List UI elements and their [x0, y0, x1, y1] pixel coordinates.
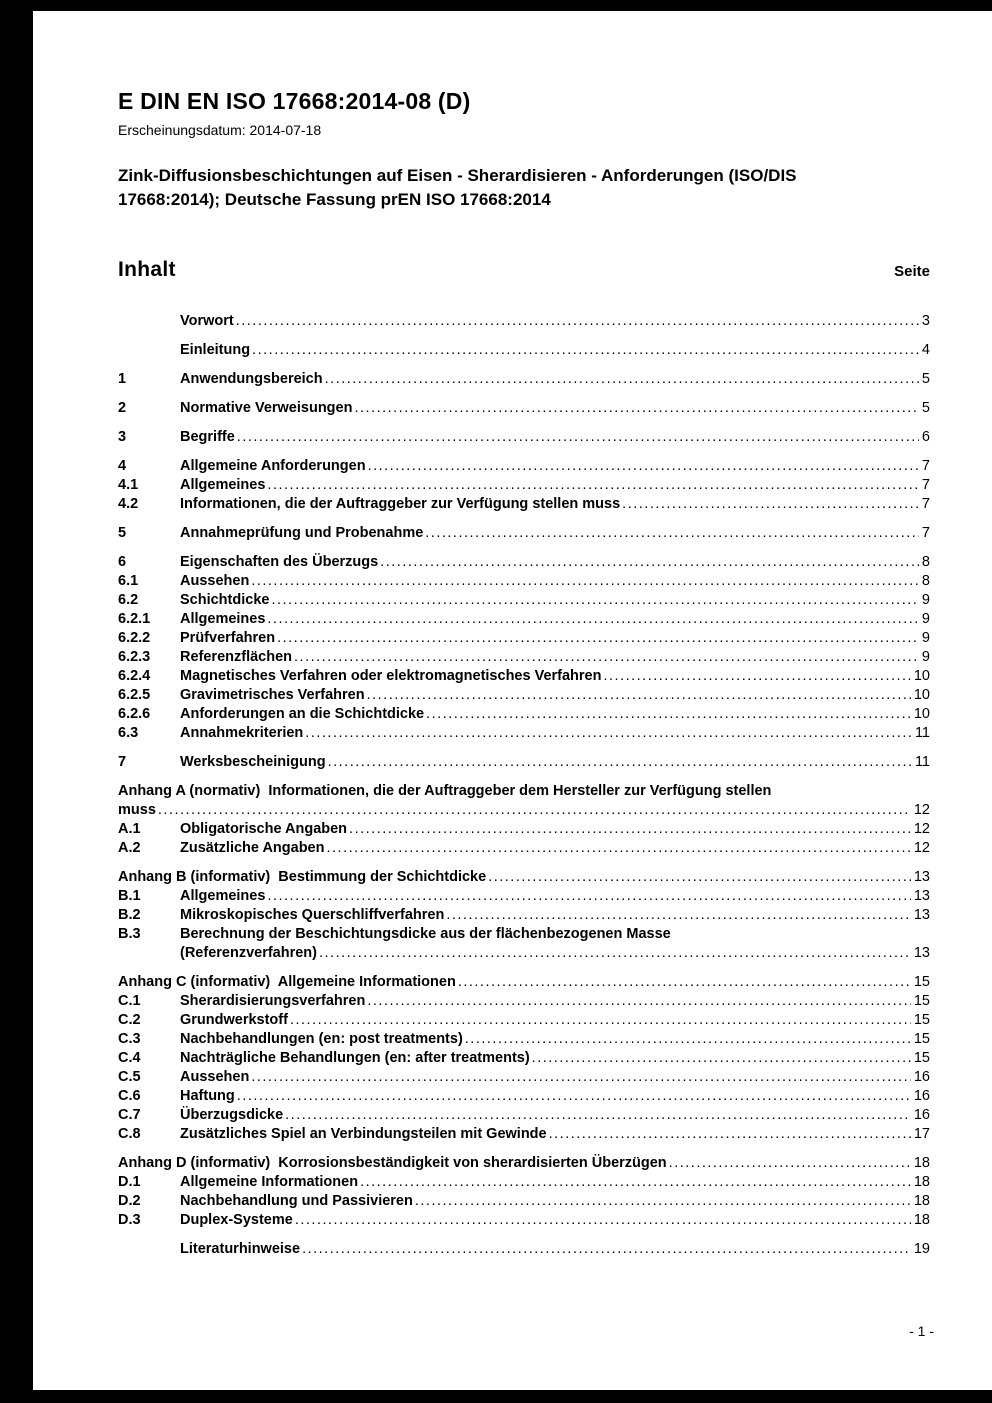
toc-entry [118, 868, 930, 887]
toc-entry-label: Annahmeprüfung und Probenahme [180, 525, 424, 541]
toc-entry-page: 5 [921, 400, 930, 416]
toc-entry-number: 6.1 [118, 573, 139, 589]
toc-entry-page: 13 [913, 945, 930, 961]
toc-entry-page: 3 [921, 313, 930, 329]
toc-entry-number: 6 [118, 554, 127, 570]
toc-entry-label: Anforderungen an die Schichtdicke [180, 706, 425, 722]
toc-entry-number: C.6 [118, 1088, 141, 1104]
toc-entry [118, 992, 930, 1011]
toc-entry [118, 591, 930, 610]
toc-entry-page: 13 [913, 869, 930, 885]
toc-entry [118, 753, 930, 772]
toc-entry [118, 925, 930, 963]
toc-entry-page: 13 [913, 888, 930, 904]
toc-entry-page: 9 [921, 611, 930, 627]
toc-entry [118, 1173, 930, 1192]
toc-entry [118, 629, 930, 648]
toc-entry-page: 8 [921, 554, 930, 570]
toc-entry-page: 7 [921, 496, 930, 512]
dot-leader [354, 399, 918, 418]
toc-entry-number: C.4 [118, 1050, 141, 1066]
toc-entry-number: D.2 [118, 1193, 141, 1209]
toc-entry-number: 6.2.5 [118, 687, 151, 703]
dot-leader [271, 591, 918, 610]
toc-entry-page: 18 [913, 1174, 930, 1190]
toc-entry-page: 13 [913, 907, 930, 923]
toc-entry-number: 6.2 [118, 592, 139, 608]
dot-leader [237, 1087, 911, 1106]
toc-entry-number: D.3 [118, 1212, 141, 1228]
toc-entry-number: 7 [118, 754, 127, 770]
toc-entry-number: 4 [118, 458, 127, 474]
toc-entry-label: Sherardisierungsverfahren [180, 993, 366, 1009]
toc-entry-label: Zusätzliches Spiel an Verbindungsteilen mit Gewinde [180, 1126, 547, 1142]
toc-entry-number: C.8 [118, 1126, 141, 1142]
toc-entry-number: 2 [118, 400, 127, 416]
toc-entry [118, 1087, 930, 1106]
toc-entry-label: Prüfverfahren [180, 630, 276, 646]
toc-entry-number: C.1 [118, 993, 141, 1009]
toc-entry-page: 15 [913, 993, 930, 1009]
dot-leader [446, 906, 911, 925]
toc-entry-page: 16 [913, 1069, 930, 1085]
dot-leader [325, 370, 919, 389]
toc-entry-label: Referenzflächen [180, 649, 293, 665]
publication-date: Erscheinungsdatum: 2014-07-18 [118, 122, 322, 138]
toc-entry-page: 15 [913, 1012, 930, 1028]
dot-leader [252, 341, 919, 360]
toc-entry-page: 10 [913, 706, 930, 722]
dot-leader [603, 667, 910, 686]
toc-entry [118, 887, 930, 906]
toc-heading: Inhalt [118, 258, 176, 281]
dot-leader [622, 495, 919, 514]
dot-leader [319, 944, 911, 963]
toc-entry [118, 839, 930, 858]
toc-entry-page: 12 [913, 821, 930, 837]
toc-entry-label: muss [118, 802, 156, 818]
toc-entry-label: Vorwort [180, 313, 234, 329]
scan-edge-top [0, 0, 992, 11]
toc-entry-number: B.1 [118, 888, 141, 904]
dot-leader [549, 1125, 911, 1144]
dot-leader [277, 629, 919, 648]
toc-entry [118, 724, 930, 743]
toc-entry-number: 6.2.4 [118, 668, 151, 684]
toc-entry-number: 6.2.1 [118, 611, 151, 627]
dot-leader [251, 1068, 911, 1087]
toc-entry-label: Nachbehandlungen (en: post treatments) [180, 1031, 463, 1047]
dot-leader [425, 524, 919, 543]
toc-entry-page: 16 [913, 1107, 930, 1123]
toc-header [118, 258, 930, 282]
document-title: E DIN EN ISO 17668:2014-08 (D) [118, 88, 471, 114]
toc-entry-label: Überzugsdicke [180, 1107, 284, 1123]
toc-entry-number: C.7 [118, 1107, 141, 1123]
toc-entry [118, 457, 930, 476]
toc-entry-number: C.2 [118, 1012, 141, 1028]
toc-entry-label: Begriffe [180, 429, 235, 445]
toc-entry-label: Anwendungsbereich [180, 371, 323, 387]
toc-entry-label: Haftung [180, 1088, 235, 1104]
toc-entry-label: Annahmekriterien [180, 725, 304, 741]
toc-entry-page: 9 [921, 630, 930, 646]
page-number-footer: - 1 - [909, 1323, 934, 1339]
toc-entry [118, 667, 930, 686]
document-subject-line-2: 17668:2014); Deutsche Fassung prEN ISO 17668:2014 [118, 190, 551, 209]
toc-page-column-label: Seite [894, 263, 930, 280]
dot-leader [302, 1240, 911, 1259]
toc-entry-page: 9 [921, 592, 930, 608]
toc-entry [118, 553, 930, 572]
toc-entry-label: Eigenschaften des Überzugs [180, 554, 379, 570]
toc-entry [118, 648, 930, 667]
toc-entry [118, 1192, 930, 1211]
toc-entry-number: D.1 [118, 1174, 141, 1190]
dot-leader [290, 1011, 911, 1030]
toc-entry-number [118, 312, 180, 331]
toc-entry-number: 6.2.2 [118, 630, 151, 646]
toc-entry-label: Obligatorische Angaben [180, 821, 348, 837]
toc-entry [118, 973, 930, 992]
toc-entry-page: 4 [921, 342, 930, 358]
toc-entry-label: Anhang A (normativ) Informationen, die der Auftraggeber dem Hersteller zur Verfügung stellen [118, 783, 772, 799]
toc-entry [118, 820, 930, 839]
toc-entry-label: Normative Verweisungen [180, 400, 353, 416]
toc-entry-label: Mikroskopisches Querschliffverfahren [180, 907, 445, 923]
toc-entry-page: 6 [921, 429, 930, 445]
toc-entry-label: Allgemeines [180, 611, 266, 627]
toc-entry-page: 7 [921, 458, 930, 474]
dot-leader [458, 973, 911, 992]
toc-entry-label: Einleitung [180, 342, 251, 358]
toc-entry-label: Allgemeine Anforderungen [180, 458, 366, 474]
toc-entry-label: Aussehen [180, 573, 250, 589]
toc-entry-label: Berechnung der Beschichtungsdicke aus der flächenbezogenen Masse [180, 926, 671, 942]
toc-entry-label: Nachbehandlung und Passivieren [180, 1193, 413, 1209]
toc-entry-page: 8 [921, 573, 930, 589]
document-subject [118, 164, 930, 212]
toc-entry [118, 610, 930, 629]
toc-entry-page: 7 [921, 477, 930, 493]
toc-entry-label: Allgemeines [180, 477, 266, 493]
toc-entry-page: 18 [913, 1212, 930, 1228]
dot-leader [426, 705, 911, 724]
toc-entry-label: Anhang B (informativ) Bestimmung der Schichtdicke [118, 869, 487, 885]
dot-leader [295, 1211, 911, 1230]
toc-entry [118, 1030, 930, 1049]
toc-entry-number: 6.2.3 [118, 649, 151, 665]
dot-leader [158, 801, 911, 820]
toc-entry [118, 1154, 930, 1173]
toc-entry-page: 5 [921, 371, 930, 387]
toc-entry-number: 1 [118, 371, 127, 387]
dot-leader [367, 992, 911, 1011]
toc-entry-page: 16 [913, 1088, 930, 1104]
toc-entry-page: 9 [921, 649, 930, 665]
toc-entry-label: Literaturhinweise [180, 1241, 301, 1257]
toc-entry-number [118, 341, 180, 360]
toc-entry-page: 15 [913, 974, 930, 990]
toc-entry-number: B.3 [118, 926, 141, 942]
toc-entry-label: Schichtdicke [180, 592, 270, 608]
toc-entry-label: Magnetisches Verfahren oder elektromagnetisches Verfahren [180, 668, 602, 684]
toc-entry-number: 4.2 [118, 496, 139, 512]
toc-entry [118, 1011, 930, 1030]
page-content [118, 0, 930, 1259]
dot-leader [267, 887, 910, 906]
toc-entry-label: Informationen, die der Auftraggeber zur Verfügung stellen muss [180, 496, 621, 512]
dot-leader [236, 312, 919, 331]
toc-entry [118, 572, 930, 591]
toc-entry [118, 705, 930, 724]
toc-entry-label: Allgemeines [180, 888, 266, 904]
toc-entry-page: 11 [914, 754, 930, 770]
toc-entry-page: 10 [913, 668, 930, 684]
toc-entry-number: B.2 [118, 907, 141, 923]
toc-entry [118, 1240, 930, 1259]
toc-entry [118, 428, 930, 447]
toc-entry-page: 18 [913, 1193, 930, 1209]
dot-leader [465, 1030, 911, 1049]
toc-entry [118, 524, 930, 543]
toc-entry-number: 6.2.6 [118, 706, 151, 722]
toc-entry-page: 12 [913, 840, 930, 856]
toc-entry-label: Duplex-Systeme [180, 1212, 293, 1228]
toc-entry-page: 11 [914, 725, 930, 741]
dot-leader [267, 610, 919, 629]
toc-entry-number: A.2 [118, 840, 141, 856]
toc-entry [118, 341, 930, 360]
toc-entry-number: 5 [118, 525, 127, 541]
toc-list [118, 312, 930, 1259]
dot-leader [488, 868, 911, 887]
dot-leader [328, 753, 912, 772]
toc-entry-label: (Referenzverfahren) [180, 945, 317, 961]
dot-leader [380, 553, 919, 572]
toc-entry-label: Grundwerkstoff [180, 1012, 288, 1028]
dot-leader [415, 1192, 911, 1211]
toc-entry [118, 1068, 930, 1087]
dot-leader [305, 724, 912, 743]
toc-entry-page: 19 [913, 1241, 930, 1257]
dot-leader [368, 457, 919, 476]
dot-leader [285, 1106, 911, 1125]
toc-entry [118, 1211, 930, 1230]
toc-entry-number: 4.1 [118, 477, 139, 493]
toc-entry-page: 7 [921, 525, 930, 541]
toc-entry-page: 18 [913, 1155, 930, 1171]
toc-entry [118, 782, 930, 820]
toc-entry-label: Allgemeine Informationen [180, 1174, 359, 1190]
toc-entry [118, 1049, 930, 1068]
toc-entry-number: A.1 [118, 821, 141, 837]
toc-entry-label: Nachträgliche Behandlungen (en: after treatments) [180, 1050, 530, 1066]
scan-edge-left [0, 0, 33, 1403]
toc-entry-label: Aussehen [180, 1069, 250, 1085]
dot-leader [349, 820, 911, 839]
toc-entry-number [118, 1240, 180, 1259]
dot-leader [294, 648, 919, 667]
toc-entry [118, 476, 930, 495]
toc-entry-label: Zusätzliche Angaben [180, 840, 325, 856]
toc-entry-label: Werksbescheinigung [180, 754, 326, 770]
dot-leader [237, 428, 919, 447]
toc-entry-page: 15 [913, 1031, 930, 1047]
toc-entry [118, 399, 930, 418]
toc-entry-label: Anhang C (informativ) Allgemeine Informationen [118, 974, 456, 990]
dot-leader [326, 839, 910, 858]
toc-entry-page: 10 [913, 687, 930, 703]
toc-entry [118, 906, 930, 925]
dot-leader [367, 686, 911, 705]
toc-entry-label: Anhang D (informativ) Korrosionsbeständigkeit von sherardisierten Überzügen [118, 1155, 667, 1171]
toc-entry-label: Gravimetrisches Verfahren [180, 687, 365, 703]
toc-entry [118, 495, 930, 514]
toc-entry [118, 1125, 930, 1144]
toc-entry [118, 312, 930, 331]
document-subject-line-1: Zink-Diffusionsbeschichtungen auf Eisen - Sherardisieren - Anforderungen (ISO/DIS [118, 166, 797, 185]
dot-leader [267, 476, 919, 495]
toc-entry-page: 15 [913, 1050, 930, 1066]
toc-entry-number: C.5 [118, 1069, 141, 1085]
toc-entry [118, 686, 930, 705]
toc-entry-page: 12 [913, 802, 930, 818]
scan-edge-bottom [0, 1390, 992, 1403]
toc-entry [118, 370, 930, 389]
dot-leader [251, 572, 919, 591]
dot-leader [532, 1049, 911, 1068]
dot-leader [669, 1154, 911, 1173]
toc-entry-number: C.3 [118, 1031, 141, 1047]
toc-entry-number: 3 [118, 429, 127, 445]
toc-entry-page: 17 [913, 1126, 930, 1142]
toc-entry [118, 1106, 930, 1125]
dot-leader [360, 1173, 911, 1192]
toc-entry-number: 6.3 [118, 725, 139, 741]
